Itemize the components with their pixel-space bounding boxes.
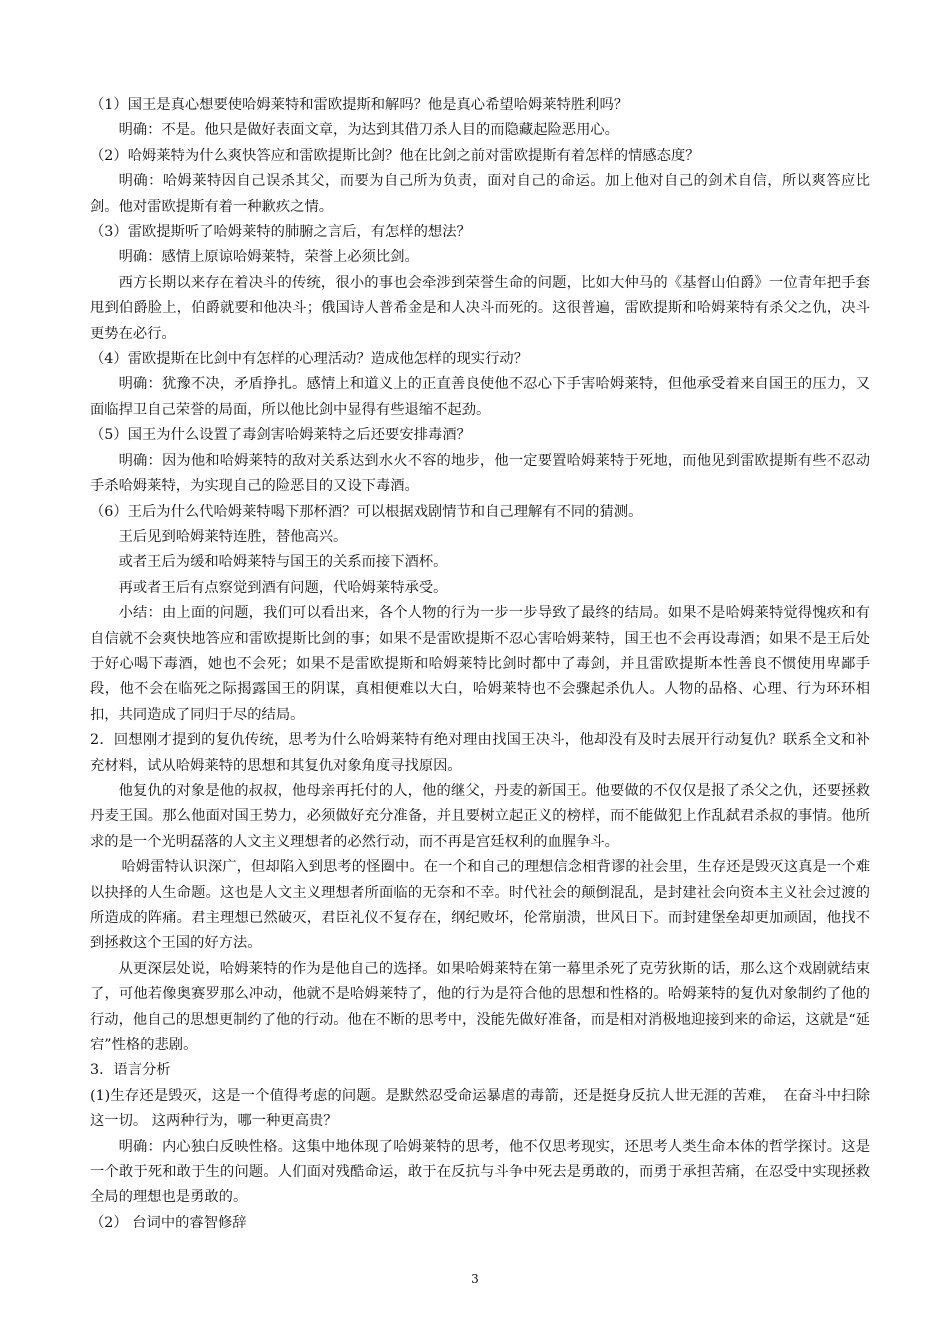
body-paragraph: 再或者王后有点察觉到酒有问题，代哈姆莱特承受。 [118,579,448,596]
body-paragraph: 明确：内心独白反映性格。这集中地体现了哈姆莱特的思考，他不仅思考现实，还思考人类生命本体的哲学探讨。这是一个敢于死和敢于生的问题。人们面对残酷命运，敢于在反抗与斗争中死去是勇敢的，而勇于承担苦痛，在忍受中实现拯救全局的理想也是勇敢的。 [90,1138,870,1206]
body-paragraph: 明确：犹豫不决，矛盾挣扎。感情上和道义上的正直善良使他不忍心下手害哈姆莱特，但他承受着来自国王的压力，又面临捍卫自己荣誉的局面，所以他比剑中显得有些退缩不起劲。 [90,376,870,418]
body-paragraph: 从更深层处说，哈姆莱特的作为是他自己的选择。如果哈姆莱特在第一幕里杀死了克劳狄斯的话，那么这个戏剧就结束了，可他若像奥赛罗那么冲动，他就不是哈姆莱特了，他的行为是符合他的思想和性格的。哈姆莱特的复仇对象制约了他的行动，他自己的思想更制约了他的行动。他在不断的思考中，没能先做好准备，而是相对消极地迎接到来的命运，这就是“延宕”性格的悲剧。 [90,960,870,1054]
question-paragraph: 3．语言分析 [90,1062,171,1079]
body-paragraph: 小结：由上面的问题，我们可以看出来，各个人物的行为一步一步导致了最终的结局。如果不是哈姆莱特觉得愧疚和有自信就不会爽快地答应和雷欧提斯比剑的事；如果不是雷欧提斯不忍心害哈姆莱特，国王也不会再设毒酒；如果不是王后处于好心喝下毒酒，她也不会死；如果不是雷欧提斯和哈姆莱特比剑时都中了毒剑，并且雷欧提斯本性善良不惯使用卑鄙手段，他不会在临死之际揭露国王的阴谋，真相便难以大白，哈姆莱特也不会骤起杀仇人。人物的品格、心理、行为环环相扣，共同造成了同归于尽的结局。 [90,605,870,723]
body-paragraph: 明确：因为他和哈姆莱特的敌对关系达到水火不容的地步，他一定要置哈姆莱特于死地，而他见到雷欧提斯有些不忍动手杀哈姆莱特，为实现自己的险恶目的又设下毒酒。 [90,452,870,495]
body-paragraph: 明确：感情上原谅哈姆莱特，荣誉上必须比剑。 [118,249,419,266]
body-paragraph: 或者王后为缓和哈姆莱特与国王的关系而接下酒杯。 [118,554,448,571]
question-paragraph: （1）国王是真心想要使哈姆莱特和雷欧提斯和解吗？他是真心希望哈姆莱特胜利吗？ [90,97,629,113]
question-paragraph: （6）王后为什么代哈姆莱特喝下那杯酒？可以根据戏剧情节和自己理解有不同的猜测。 [90,503,643,520]
body-paragraph: 王后见到哈姆莱特连胜，替他高兴。 [118,528,348,545]
question-paragraph: （5）国王为什么设置了毒剑害哈姆莱特之后还要安排毒酒？ [90,427,471,444]
question-paragraph: （3）雷欧提斯听了哈姆莱特的肺腑之言后，有怎样的想法？ [90,224,471,241]
question-paragraph: 2．回想刚才提到的复仇传统，思考为什么哈姆莱特有绝对理由找国王决斗，他却没有及时去展开行动复仇？联系全文和补充材料，试从哈姆莱特的思想和其复仇对象角度寻找原因。 [90,732,870,774]
body-paragraph: 哈姆雷特认识深广，但却陷入到思考的怪圈中。在一个和自己的理想信念相背谬的社会里，生存还是毁灭这真是一个难以抉择的人生命题。这也是人文主义理想者所面临的无奈和不幸。时代社会的颠倒混乱，是封建社会向资本主义社会过渡的所造成的阵痛。君主理想已然破灭，君臣礼仪不复存在，纲纪败坏，伦常崩溃，世风日下。而封建堡垒却更加顽固，他找不到拯救这个王国的好方法。 [90,859,870,952]
question-paragraph: (1)生存还是毁灭，这是一个值得考虑的问题。是默然忍受命运暴虐的毒箭，还是挺身反抗人世无涯的苦难， 在奋斗中扫除这一切。 这两种行为，哪一种更高贵？ [90,1087,870,1130]
question-paragraph: （4）雷欧提斯在比剑中有怎样的心理活动？造成他怎样的现实行动？ [90,351,528,368]
document-body [90,93,870,1236]
body-paragraph: 明确：不是。他只是做好表面文章，为达到其借刀杀人目的而隐藏起险恶用心。 [118,122,619,139]
question-paragraph: （2）哈姆莱特为什么爽快答应和雷欧提斯比剑？他在比剑之前对雷欧提斯有着怎样的情感态度？ [90,147,700,164]
page-number: 3 [471,1272,479,1286]
body-paragraph: 西方长期以来存在着决斗的传统，很小的事也会牵涉到荣誉生命的问题，比如大仲马的《基督山伯爵》一位青年把手套甩到伯爵脸上，伯爵就要和他决斗；俄国诗人普希金是和人决斗而死的。这很普遍，雷欧提斯和哈姆莱特有杀父之仇，决斗更势在必行。 [90,274,870,342]
body-paragraph: 他复仇的对象是他的叔叔，他母亲再托付的人，他的继父，丹麦的新国王。他要做的不仅仅是报了杀父之仇，还要拯救丹麦王国。那么他面对国王势力，必须做好充分准备，并且要树立起正义的榜样，而不能做犯上作乱弑君杀叔的事情。他所求的是一个光明磊落的人文主义理想者的必然行动，而不再是宫廷权利的血腥争斗。 [90,782,870,850]
body-paragraph: 明确：哈姆莱特因自己误杀其父，而要为自己所为负责，面对自己的命运。加上他对自己的剑术自信，所以爽答应比剑。他对雷欧提斯有着一种歉疚之情。 [90,173,870,215]
question-paragraph: （2） 台词中的睿智修辞 [90,1214,247,1231]
